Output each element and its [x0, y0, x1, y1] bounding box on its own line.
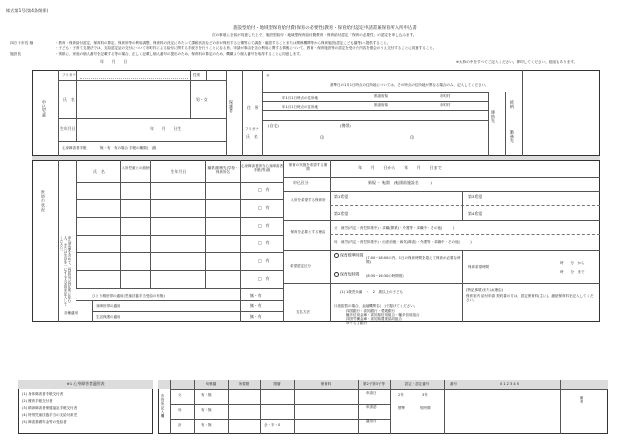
bank-3[interactable]: 四国労働金庫・高知県農業協同組合: [346, 317, 402, 321]
reason-father[interactable]: 父 就労(内定・育児休業中)・求職(開業)・介護等・求職中・その他( ): [334, 226, 455, 230]
fill-note: ※太枠の中をすべてご記入ください。押印してください。総組もあります。: [456, 60, 578, 64]
criteria-5: (5) 障害基礎年金等の受給者: [22, 420, 67, 424]
bank-note: 口座振替の場合、金融機関名( )で掲げてください。: [334, 304, 418, 308]
special-note-text: 保育室内 給付申請 契約書の方は、認定保育料(主に)、継続保育料を記入してください。: [466, 294, 594, 303]
child-name-label: 氏 名: [63, 97, 75, 102]
time-to[interactable]: 時 分 まで: [560, 270, 585, 274]
seal-mark-2: 印: [410, 135, 414, 140]
welfare-label: 生活保護の適用: [96, 315, 121, 319]
row-mother: 母: [178, 408, 182, 412]
row-total: 計: [178, 423, 182, 427]
period-input[interactable]: 年 月 日から 年 月 日まで: [358, 165, 442, 170]
certification-type-label: 希望認定区分: [290, 264, 311, 268]
father-yesno[interactable]: 有・無: [201, 393, 212, 397]
intro-text: 次の事項に全員が同意した上で、施設型給付・地域型保育給付費教育・保育給付認定「保育の必要性」の認定を申し込みます。: [212, 33, 417, 37]
guardian-furigana-label: フリガナ: [245, 127, 259, 131]
agreement-line-2: ・子ども・子育て支援法では、支給認定証の交付について市町村による給付に関する手続きを行うことになる旨、申請が事由を含む利用に関する情報について、教育・保育施設等の認定を受けた内容を照会のうえ交付することに同意すること。: [55, 46, 437, 50]
member-5-disability-check[interactable]: □ 有: [258, 258, 270, 263]
disability-card-label: 心身障害者手帳: [62, 146, 87, 150]
facility-label: 施設長: [10, 52, 22, 56]
application-date-label: 申請日: [366, 391, 377, 395]
phone-home-label: (自宅): [268, 123, 279, 128]
reason-mother[interactable]: 母 就労(内定・育児休業中)・出産前後・病気(障害)・介護等・求職中・その他( ): [334, 240, 472, 244]
disability-card-select[interactable]: 無・有 有の場合 手帳の種類( )級: [100, 146, 157, 150]
misc-label: 各種適用: [64, 311, 78, 315]
guardian-section-label: 保護者: [229, 100, 235, 114]
payment-label: 支払方法: [296, 310, 310, 314]
col-birthdate: 生年月日: [170, 169, 187, 174]
guardian-name-label: 氏 名: [246, 134, 258, 139]
number-digits: 0 1 2 3 4 5: [500, 382, 519, 386]
municipality-label-2: 市町村: [440, 103, 451, 107]
applicable-month-label: 適用月: [366, 419, 377, 423]
child-name-input[interactable]: [80, 90, 188, 110]
member-4-disability-check[interactable]: □ 有: [258, 240, 270, 245]
jan1-address-label-2: 年1月1日時点の住所地: [282, 105, 318, 109]
criteria-1: (1) 身体障害者手帳交付者: [22, 392, 64, 396]
col-occupation: 職業(勤務先)学校・保育所名: [207, 166, 239, 175]
criteria-3: (3) 精神障害者保健福祉手帳交付者: [22, 406, 78, 410]
relation-label: 続柄: [510, 100, 516, 109]
child-furigana-input[interactable]: [80, 74, 188, 79]
col-cert-number: 認定・認定番号: [404, 382, 430, 386]
col-required-level: 所要階: [238, 382, 250, 386]
postal-mark: 〒: [266, 73, 270, 78]
criteria-4: (4) 特別児童扶養手当の支給対象児: [22, 413, 78, 417]
fourth-choice[interactable]: 第4希望: [468, 211, 483, 216]
standard-hours-label: 保育標準時間: [340, 252, 364, 258]
remarks-label: 備考: [580, 396, 585, 404]
jan1-address-label-1: 年1月1日時点の住所地: [282, 96, 318, 100]
member-1-disability-check[interactable]: □ 有: [258, 187, 270, 192]
gender-select[interactable]: 男・女: [196, 97, 208, 102]
address-label: 住 所: [247, 105, 259, 110]
period-label: 保育の実施を希望する期間: [288, 163, 328, 172]
welfare-select[interactable]: 無・有: [250, 314, 262, 319]
member-6-disability-check[interactable]: □ 有: [258, 276, 270, 281]
number-label: 番号: [450, 382, 457, 386]
furigana-label: フリガナ: [62, 73, 76, 77]
household-side-note: 申込児童を含めて、同居及び同住所に住む人、または生計を一にする人全員を記入してください。: [59, 236, 72, 306]
standard-hours-checkbox[interactable]: [334, 253, 339, 258]
birthdate-input[interactable]: 年 月 日生: [150, 126, 182, 131]
col-name: 氏 名: [93, 169, 105, 174]
type-2[interactable]: 2号: [398, 393, 404, 397]
birthdate-label: 生年月日: [60, 126, 76, 131]
prefecture-label-2: 都道府県: [374, 103, 388, 107]
bank-4[interactable]: ゆうちょ銀行: [346, 321, 367, 325]
col-bracket: 階層: [273, 382, 281, 386]
first-choice[interactable]: 第1希望: [334, 194, 349, 199]
office-use-label: 市役所記入欄: [161, 394, 166, 418]
total-yesno[interactable]: 有・無: [201, 423, 212, 427]
third-choice[interactable]: 第3希望: [468, 194, 483, 199]
phone-mobile-label: (携帯): [340, 123, 351, 128]
second-choice[interactable]: 第2希望: [334, 211, 349, 216]
gender-label: 性別: [193, 73, 200, 77]
time-from[interactable]: 時 分 から: [560, 261, 585, 265]
type-short[interactable]: 短時間: [420, 406, 431, 410]
col-kindergarten: 幼稚園: [205, 382, 217, 386]
short-hours-checkbox[interactable]: [334, 272, 339, 277]
workplace-label: 勤務先: [510, 130, 516, 144]
type-standard[interactable]: 標準: [398, 406, 405, 410]
col-disability: 心身障害者該当心身障害者手帳(等)級: [241, 164, 283, 173]
single-parent-select[interactable]: 無・有: [250, 293, 262, 298]
agreement-line-1: ・教育・保育給付認定、保育料の算定、保育所等の利用調整、保育料の決定にあたって課税状況などの市が保有する公簿等にて調査・確認することまたは関係機関等から保育施設(認定こども園等)へ提供すること。: [55, 41, 391, 45]
col-fee: 保育料: [320, 382, 332, 386]
disabled-household-label: 身障世帯の適用: [96, 304, 121, 308]
nursery-time-label: 保育希望時間: [468, 265, 489, 269]
row-father: 父: [178, 393, 182, 397]
disabled-household-select[interactable]: 無・有: [250, 303, 262, 308]
col-relation: 入所児童との続柄: [121, 166, 150, 170]
category-label: 申込区分: [293, 180, 309, 185]
form-number: 様式第1号(第4条関係): [6, 8, 49, 13]
col-sibling: 第2子第3子等: [363, 382, 385, 386]
contact-label: 連絡先: [491, 110, 497, 124]
bank-2[interactable]: 幡多信用金庫・高知県信用組合・幡多信用組合: [346, 313, 420, 317]
disability-criteria-title: ※1 心身障害者適用表: [66, 381, 105, 386]
document-title: 施設型給付・地域型保育給付費(保育の必要性)教育・保育給付認定申請書兼保育所入所申込書: [233, 26, 417, 31]
application-date[interactable]: 年 月 日: [100, 59, 128, 64]
address-note: 基準日の1月1日時点の住所地については、その時点の住所地が異なる場合のみ、記入してください。: [330, 83, 489, 87]
municipality-label-1: 市町村: [440, 94, 451, 98]
bank-1[interactable]: 四国銀行・高知銀行・愛媛銀行: [346, 309, 395, 313]
household-label: 世帯の状況: [41, 190, 47, 212]
special-note-label: (特記事項)または(理由): [466, 288, 503, 292]
desired-nursery-label: 入所を希望する保育所: [290, 198, 326, 202]
single-parent-label: ひとり親世帯の適用(児童扶養手当受給の有無): [92, 294, 165, 298]
sibling-note[interactable]: (1) 1歳児未満 ・ 2 歳以上の子ども: [340, 290, 404, 294]
prefecture-label-1: 都道府県: [374, 94, 388, 98]
category-select[interactable]: 新規 ・ 転園 (転園前施設名 ): [368, 180, 432, 185]
short-hours-note: (8:30~16:30の時間帯): [366, 274, 404, 278]
criteria-2: (2) 療育手帳交付者: [22, 399, 53, 403]
short-hours-label: 保育短時間: [340, 271, 360, 277]
member-2-disability-check[interactable]: □ 有: [258, 205, 270, 210]
agreement-line-3: ・別紙に、家庭の個人番号を記載する等の場合、正しく記載し個人番号の提出のため、保育料の算定のため、機構より個人番号を取得することに同意します。: [55, 52, 303, 56]
member-3-disability-check[interactable]: □ 有: [258, 223, 270, 228]
status-select[interactable]: 全・半・0: [264, 423, 281, 427]
mayor-label: 四万十市長 様: [10, 41, 34, 45]
reason-label: 保育を必要とする理由: [290, 230, 326, 234]
seal-mark-1: 印: [320, 135, 324, 140]
type-3[interactable]: 3号: [422, 393, 428, 397]
standard-hours-note: (7:00~18:00の内、1日の保育時間を超えて保育が必要な時間): [366, 256, 461, 265]
child-section-label: 申込児童: [42, 100, 48, 118]
mother-yesno[interactable]: 有・無: [201, 408, 212, 412]
acceptance-label: 申請認: [366, 405, 377, 409]
